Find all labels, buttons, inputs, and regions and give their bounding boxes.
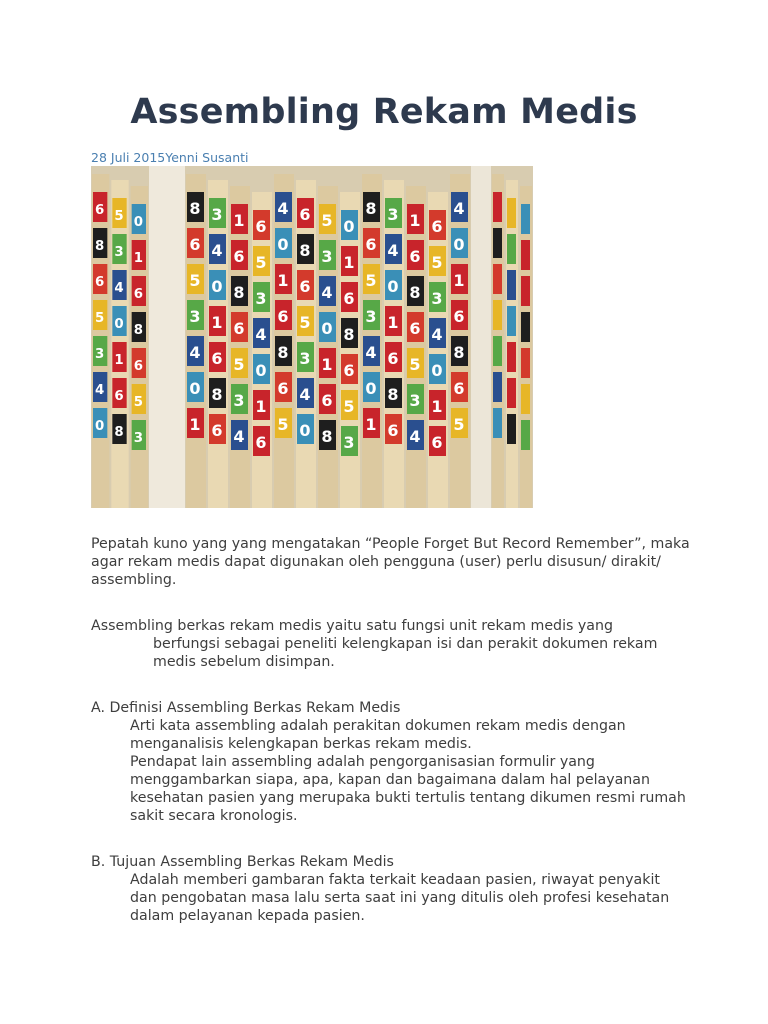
folder-tab-digit: 3	[255, 289, 267, 308]
folder-tab-digit: 6	[409, 247, 421, 266]
folder-tab-digit: 4	[387, 241, 399, 260]
folder-tab-digit: 8	[211, 385, 223, 404]
folder-tab-digit: 1	[189, 415, 201, 434]
folder-tab-digit: 4	[95, 383, 105, 398]
folder-tab	[521, 204, 530, 234]
folder-tab-digit: 0	[133, 215, 143, 230]
folder-tab-digit: 5	[431, 253, 443, 272]
folder-tab-digit: 5	[233, 355, 245, 374]
folder-tab	[521, 276, 530, 306]
folder-tab-digit: 6	[189, 235, 201, 254]
folder-tab-digit: 8	[299, 241, 311, 260]
folder-tab	[507, 198, 516, 228]
folder-tab-digit: 3	[133, 431, 143, 446]
folder-tab-digit: 0	[189, 379, 201, 398]
folder-tab-digit: 6	[255, 433, 267, 452]
post-date-link[interactable]: 28 Juli 2015	[91, 150, 166, 165]
folder-tab-digit: 4	[211, 241, 223, 260]
folder-tab-digit: 5	[453, 415, 465, 434]
folder-tab-digit: 4	[453, 199, 465, 218]
folder-tab-digit: 6	[321, 391, 333, 410]
definition-first-line: Assembling berkas rekam medis yaitu satu fungsi unit rekam medis yang	[91, 618, 613, 634]
folder-tab	[507, 414, 516, 444]
folder-tab-digit: 0	[114, 317, 124, 332]
section-b-heading: B. Tujuan Assembling Berkas Rekam Medis	[91, 854, 394, 870]
folder-tab-digit: 1	[453, 271, 465, 290]
folder-tab-digit: 0	[431, 361, 443, 380]
intro-text: Pepatah kuno yang yang mengatakan “People Forget But Record Remember”, maka agar rekam medis dapat digunakan oleh pengguna (user) perlu disusun/ dirakit/ assembling.	[91, 536, 690, 588]
folder-tab-digit: 3	[233, 391, 245, 410]
folder-tab-digit: 5	[321, 211, 333, 230]
folder-tab-digit: 1	[387, 313, 399, 332]
folder-tab-digit: 8	[343, 325, 355, 344]
section-b	[91, 853, 691, 925]
folder-tab	[493, 372, 502, 402]
folder-tab-digit: 6	[233, 247, 245, 266]
folder-tab-digit: 3	[431, 289, 443, 308]
folder-tab	[521, 384, 530, 414]
folder-tab-digit: 6	[95, 275, 105, 290]
folder-tab-digit: 6	[343, 361, 355, 380]
folder-tab-digit: 6	[365, 235, 377, 254]
folder-tab-digit: 1	[233, 211, 245, 230]
folder-tab	[507, 306, 516, 336]
folder-tab-digit: 4	[365, 343, 377, 362]
medical-records-photo	[91, 166, 533, 508]
folder-tab-digit: 6	[277, 379, 289, 398]
folder-tab-digit: 0	[343, 217, 355, 236]
folder-tab-digit: 8	[95, 239, 105, 254]
folder-tab	[507, 342, 516, 372]
folder-tab-digit: 5	[409, 355, 421, 374]
folder-tab-digit: 6	[431, 433, 443, 452]
folder-tab-digit: 3	[387, 205, 399, 224]
folder-tab-digit: 3	[321, 247, 333, 266]
article-title: Assembling Rekam Medis	[130, 92, 638, 132]
folder-tab-digit: 5	[95, 311, 105, 326]
section-a-text-1: Arti kata assembling adalah perakitan dokumen rekam medis dengan menganalisis kelengkapan berkas rekam medis.	[130, 718, 626, 752]
folder-tab-digit: 5	[343, 397, 355, 416]
folder-tab-digit: 4	[277, 199, 289, 218]
folder-tab-digit: 6	[299, 205, 311, 224]
folder-tab-digit: 8	[133, 323, 143, 338]
section-a-text-2: Pendapat lain assembling adalah pengorganisasian formulir yang menggambarkan siapa, apa, kapan dan bagaimana dalam hal pelayanan kesehatan pasien yang merupaka bukti tertulis tentang dikumen resmi rumah sakit secara kronologis.	[130, 754, 686, 824]
folder-tab-digit: 6	[453, 307, 465, 326]
folder-tab-digit: 0	[299, 421, 311, 440]
folder-tab-digit: 6	[133, 287, 143, 302]
folder-tab	[521, 312, 530, 342]
folder-tab-digit: 6	[133, 359, 143, 374]
folder-tab-digit: 0	[255, 361, 267, 380]
folder-tab-digit: 3	[299, 349, 311, 368]
folder-tab-digit: 4	[189, 343, 201, 362]
folder-tab-digit: 3	[189, 307, 201, 326]
folder-tab-digit: 8	[277, 343, 289, 362]
section-a-heading: A. Definisi Assembling Berkas Rekam Medis	[91, 700, 401, 716]
folder-tab-digit: 1	[409, 211, 421, 230]
folder-tab-digit: 6	[233, 319, 245, 338]
folder-tab-digit: 8	[409, 283, 421, 302]
folder-tab-digit: 4	[114, 281, 124, 296]
folder-tab	[521, 420, 530, 450]
folder-tab-digit: 6	[95, 203, 105, 218]
folder-tab-digit: 6	[277, 307, 289, 326]
folder-tab-digit: 5	[277, 415, 289, 434]
definition-continuation: berfungsi sebagai peneliti kelengkapan isi dan perakit dokumen rekam medis sebelum disimpan.	[153, 636, 658, 670]
folder-tab-digit: 6	[409, 319, 421, 338]
folder-tab-digit: 5	[365, 271, 377, 290]
folder-tab	[493, 336, 502, 366]
folder-tab-digit: 8	[321, 427, 333, 446]
folder-tab-digit: 1	[321, 355, 333, 374]
section-b-text-1: Adalah memberi gambaran fakta terkait keadaan pasien, riwayat penyakit dan pengobatan masa lalu serta saat ini yang ditulis oleh profesi kesehatan dalam pelayanan kepada pasien.	[130, 872, 670, 924]
folder-tab-digit: 0	[277, 235, 289, 254]
folder-tab-digit: 1	[211, 313, 223, 332]
file-folders-illustration	[91, 166, 533, 508]
intro-paragraph	[91, 535, 691, 589]
folder-tab-digit: 6	[211, 349, 223, 368]
folder-tab-digit: 4	[255, 325, 267, 344]
folder-tab-digit: 6	[255, 217, 267, 236]
folder-tab-digit: 5	[189, 271, 201, 290]
folder-tab	[493, 228, 502, 258]
folder-tab	[521, 348, 530, 378]
folder-tab-digit: 1	[255, 397, 267, 416]
folder-tab-digit: 6	[114, 389, 124, 404]
folder-tab-digit: 5	[114, 209, 124, 224]
folder-tab-digit: 8	[233, 283, 245, 302]
folder-tab-digit: 3	[211, 205, 223, 224]
folder-tab-digit: 5	[255, 253, 267, 272]
folder-tab-digit: 0	[387, 277, 399, 296]
folder-tab-digit: 4	[321, 283, 333, 302]
folder-tab-digit: 0	[453, 235, 465, 254]
folder-tab-digit: 6	[387, 421, 399, 440]
folder-tab-digit: 4	[299, 385, 311, 404]
folder-tab-digit: 1	[133, 251, 143, 266]
folder-tab	[493, 408, 502, 438]
folder-tab-digit: 4	[409, 427, 421, 446]
folder-tab	[521, 240, 530, 270]
folder-tab	[507, 270, 516, 300]
folder-tab-digit: 0	[365, 379, 377, 398]
folder-tab-digit: 8	[189, 199, 201, 218]
definition-paragraph	[91, 617, 691, 671]
folder-tab-digit: 6	[431, 217, 443, 236]
folder-tab-digit: 3	[114, 245, 124, 260]
post-meta	[91, 150, 249, 165]
folder-tab-digit: 1	[431, 397, 443, 416]
folder-tab-digit: 8	[365, 199, 377, 218]
folder-tab	[507, 378, 516, 408]
folder-tab-digit: 3	[409, 391, 421, 410]
folder-tab-digit: 8	[114, 425, 124, 440]
folder-tab-digit: 3	[95, 347, 105, 362]
folder-tab-digit: 4	[233, 427, 245, 446]
folder-tab-digit: 6	[343, 289, 355, 308]
folder-tab	[493, 300, 502, 330]
folder-tab-digit: 8	[387, 385, 399, 404]
post-author-link[interactable]: Yenni Susanti	[165, 150, 249, 165]
folder-tab-digit: 5	[133, 395, 143, 410]
folder-tab-digit: 1	[365, 415, 377, 434]
folder-tab-digit: 0	[95, 419, 105, 434]
folder-tab-digit: 1	[114, 353, 124, 368]
folder-tab	[493, 264, 502, 294]
folder-tab-digit: 4	[431, 325, 443, 344]
folder-tab-digit: 8	[453, 343, 465, 362]
folder-tab-digit: 6	[299, 277, 311, 296]
folder-tab-digit: 6	[211, 421, 223, 440]
folder-tab-digit: 1	[277, 271, 289, 290]
folder-tab-digit: 3	[365, 307, 377, 326]
folder-tab-digit: 5	[299, 313, 311, 332]
folder-tab-digit: 0	[211, 277, 223, 296]
folder-tab-digit: 0	[321, 319, 333, 338]
folder-tab-digit: 6	[387, 349, 399, 368]
folder-tab-digit: 6	[453, 379, 465, 398]
folder-tab-digit: 3	[343, 433, 355, 452]
folder-tab-digit: 1	[343, 253, 355, 272]
section-a	[91, 699, 691, 825]
folder-tab	[493, 192, 502, 222]
folder-tab	[507, 234, 516, 264]
